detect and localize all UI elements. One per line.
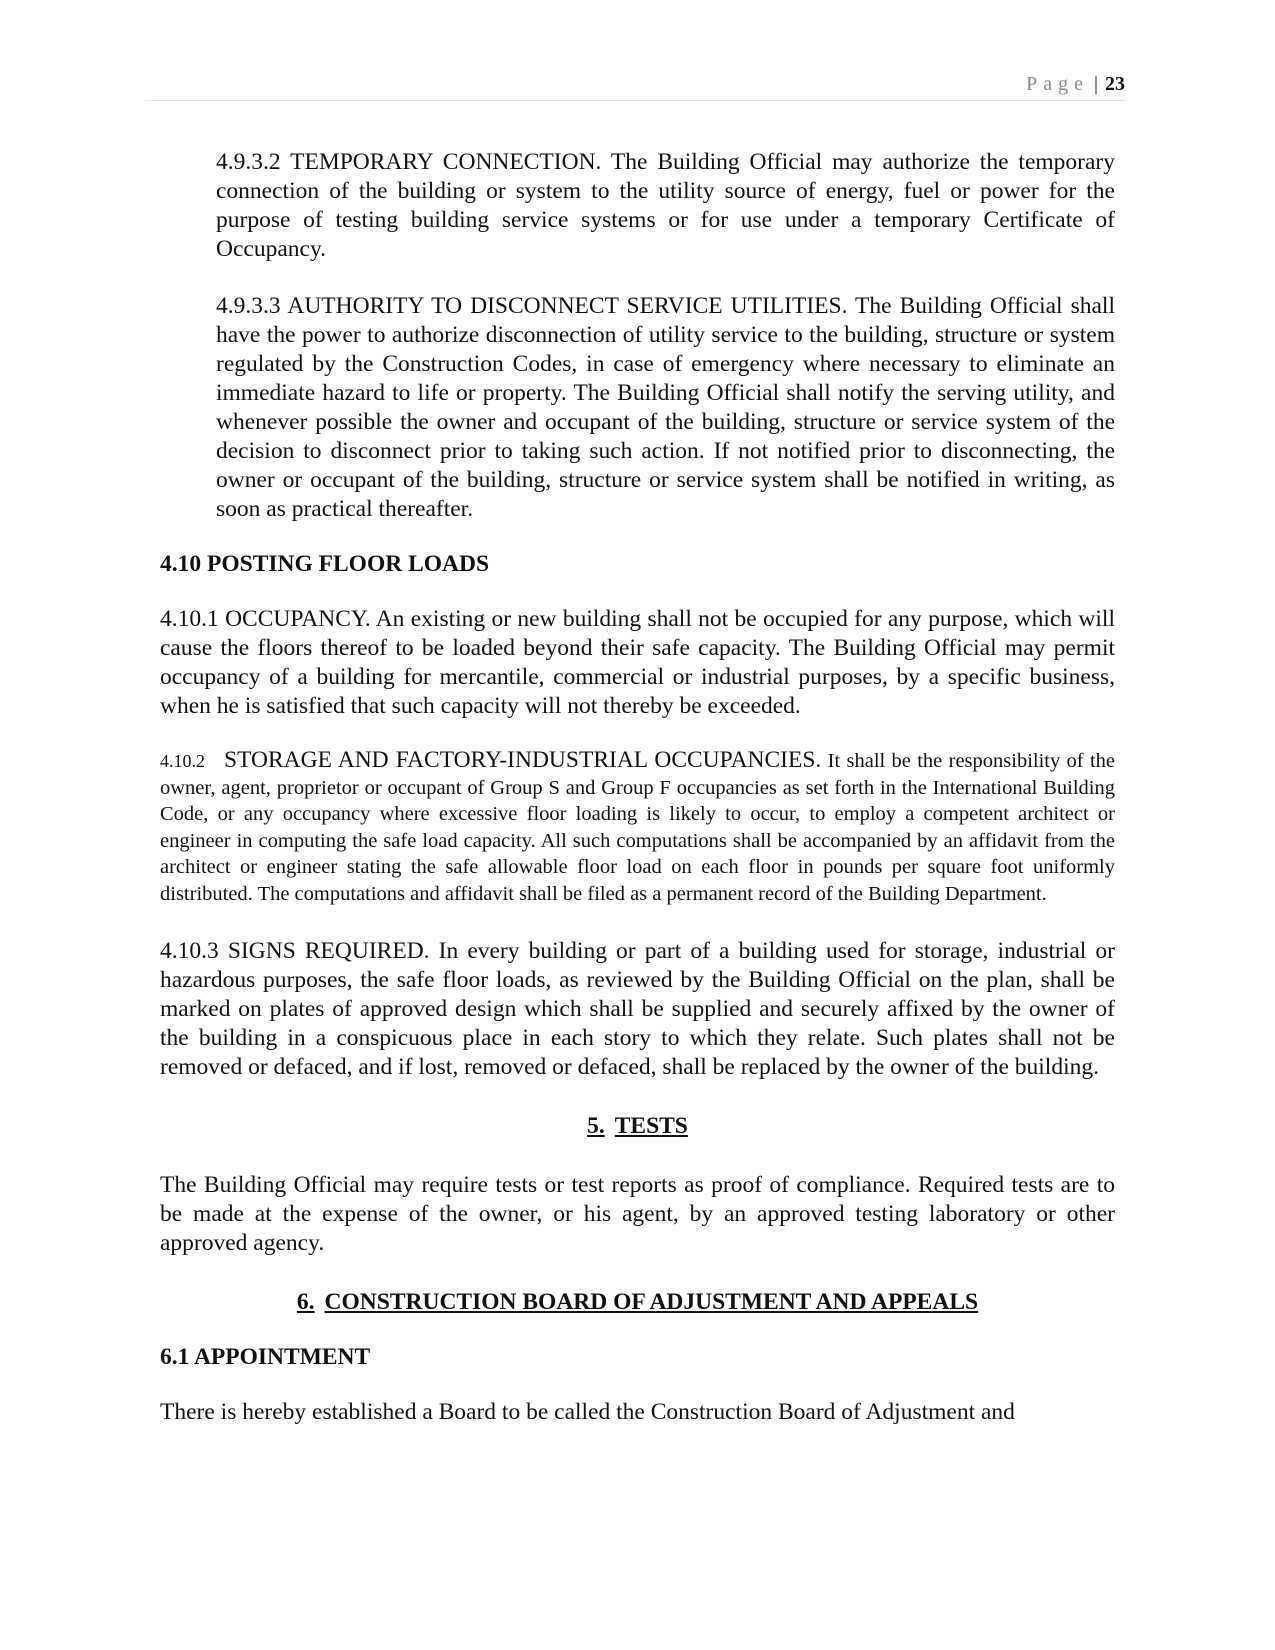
section-4-10-2 [160,747,1115,907]
page-separator: | [1093,73,1098,95]
heading-5 [160,1112,1115,1141]
page-number: 23 [1105,73,1125,95]
heading-6-number: 6. [296,1289,315,1315]
section-4-10-3: 4.10.3 SIGNS REQUIRED. In every building or part of a building used for storage, industrial or hazardous purposes, the safe floor loads, as reviewed by the Building Official on the plan, shall be marked on plates of approved design which shall be supplied and securely affixed by the owner of the building in a conspicuous place in each story to which they relate. Such plates shall not be removed or defaced, and if lost, removed or defaced, shall be replaced by the owner of the building. [160,938,1115,1080]
section-6-1-body: There is hereby established a Board to be called the Construction Board of Adjustment and [160,1399,1015,1425]
heading-6 [160,1288,1115,1317]
document-body [160,148,1115,1427]
page-label: Page [1026,73,1089,95]
heading-4-10: 4.10 POSTING FLOOR LOADS [160,551,490,577]
heading-6-title: CONSTRUCTION BOARD OF ADJUSTMENT AND APPEALS [324,1289,979,1315]
section-5-body: The Building Official may require tests or test reports as proof of compliance. Required tests are to be made at the expense of the owner, or his agent, by an approved testing laboratory or other approved agency. [160,1172,1115,1256]
section-4-10-2-number: 4.10.2 [160,751,205,771]
heading-5-title: TESTS [614,1113,688,1139]
section-4-10-2-body: It shall be the responsibility of the owner, agent, proprietor or occupant of Group S and Group F occupancies as set forth in the International Building Code, or any occupancy where excessive floor loading is likely to occur, to employ a competent architect or engineer in computing the safe load capacity. All such computations shall be accompanied by an affidavit from the architect or engineer stating the safe allowable floor load on each floor in pounds per square foot uniformly distributed. The computations and affidavit shall be filed as a permanent record of the Building Department. [160,750,1116,905]
section-4-10-2-title: STORAGE AND FACTORY-INDUSTRIAL OCCUPANCIES. [224,747,822,773]
section-4-9-3-3: 4.9.3.3 AUTHORITY TO DISCONNECT SERVICE UTILITIES. The Building Official shall have the power to authorize disconnection of utility service to the building, structure or system regulated by the Construction Codes, in case of emergency where necessary to eliminate an immediate hazard to life or property. The Building Official shall notify the serving utility, and whenever possible the owner and occupant of the building, structure or service system of the decision to disconnect prior to taking such action. If not notified prior to disconnecting, the owner or occupant of the building, structure or service system shall be notified in writing, as soon as practical thereafter. [216,293,1115,522]
section-4-10-1: 4.10.1 OCCUPANCY. An existing or new building shall not be occupied for any purpose, which will cause the floors thereof to be loaded beyond their safe capacity. The Building Official may permit occupancy of a building for mercantile, commercial or industrial purposes, by a specific business, when he is satisfied that such capacity will not thereby be exceeded. [160,606,1115,719]
page-header [145,74,1125,101]
section-4-9-3-2: 4.9.3.2 TEMPORARY CONNECTION. The Building Official may authorize the temporary connection of the building or system to the utility source of energy, fuel or power for the purpose of testing building service systems or for use under a temporary Certificate of Occupancy. [216,149,1115,262]
heading-5-number: 5. [587,1113,605,1139]
heading-6-1: 6.1 APPOINTMENT [160,1344,371,1370]
